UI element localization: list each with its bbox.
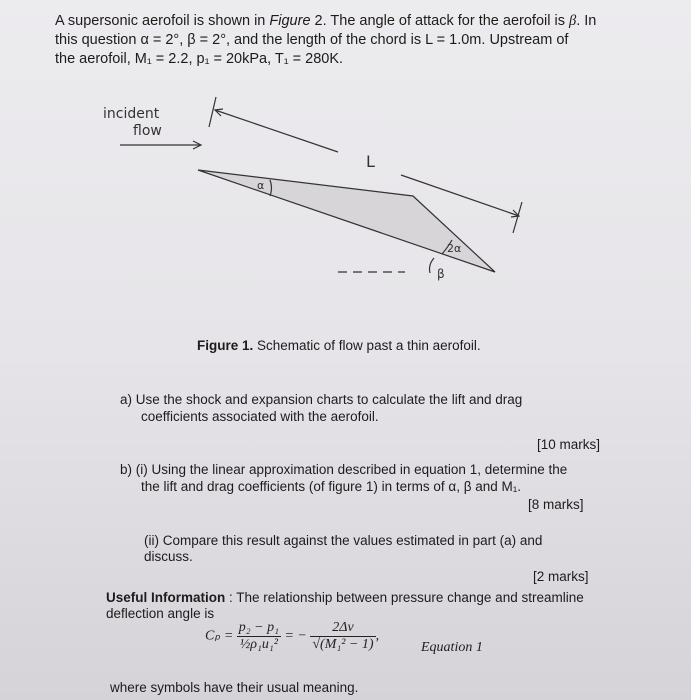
question-b-line-1: b) (i) Using the linear approximation described in equation 1, determine the [120, 462, 568, 477]
svg-text:flow: flow [133, 123, 162, 139]
useful-info-line-2: deflection angle is [106, 606, 215, 621]
two-alpha-label: 2α [447, 242, 462, 255]
beta-label: β [437, 267, 445, 281]
intro-line-1: A supersonic aerofoil is shown in Figure 2. The angle of attack for the aerofoil is β. In [55, 13, 597, 29]
figure-caption: Figure 1. Schematic of flow past a thin aerofoil. [197, 338, 481, 353]
aerofoil-figure [0, 0, 691, 340]
question-bii-line-1: (ii) Compare this result against the values estimated in part (a) and [144, 533, 543, 548]
question-b-line-2: the lift and drag coefficients (of figure 1) in terms of α, β and M₁. [141, 479, 522, 494]
equation-label: Equation 1 [421, 640, 483, 655]
useful-info-line-1: Useful Information : The relationship between pressure change and streamline [106, 590, 584, 605]
question-bii-marks: [2 marks] [533, 569, 589, 584]
aerofoil-shape [198, 170, 495, 272]
chord-tick-left [209, 97, 216, 127]
footer-note: where symbols have their usual meaning. [110, 680, 359, 695]
chord-tick-right [513, 202, 522, 233]
question-a-line-1: a) Use the shock and expansion charts to calculate the lift and drag [120, 392, 523, 407]
incident-label: incident [103, 106, 160, 122]
question-b-marks: [8 marks] [528, 497, 584, 512]
equation-1: Cₚ = $\frac{\text{p₂ − p₁}}{\text{½ρ₁u₁²}}$ = − $\frac{2\Delta\nu}{\text{√(M₁² − 1)}}$ , [205, 620, 380, 652]
intro-line-3: the aerofoil, M₁ = 2.2, p₁ = 20kPa, T₁ = 280K. [55, 51, 344, 67]
question-a-marks: [10 marks] [537, 437, 601, 452]
intro-line-2: this question α = 2°, β = 2°, and the length of the chord is L = 1.0m. Upstream of [55, 32, 569, 48]
alpha-label: α [257, 179, 265, 192]
question-bii-line-2: discuss. [144, 549, 193, 564]
chord-label: L [366, 152, 375, 171]
question-a-line-2: coefficients associated with the aerofoil. [141, 409, 379, 424]
